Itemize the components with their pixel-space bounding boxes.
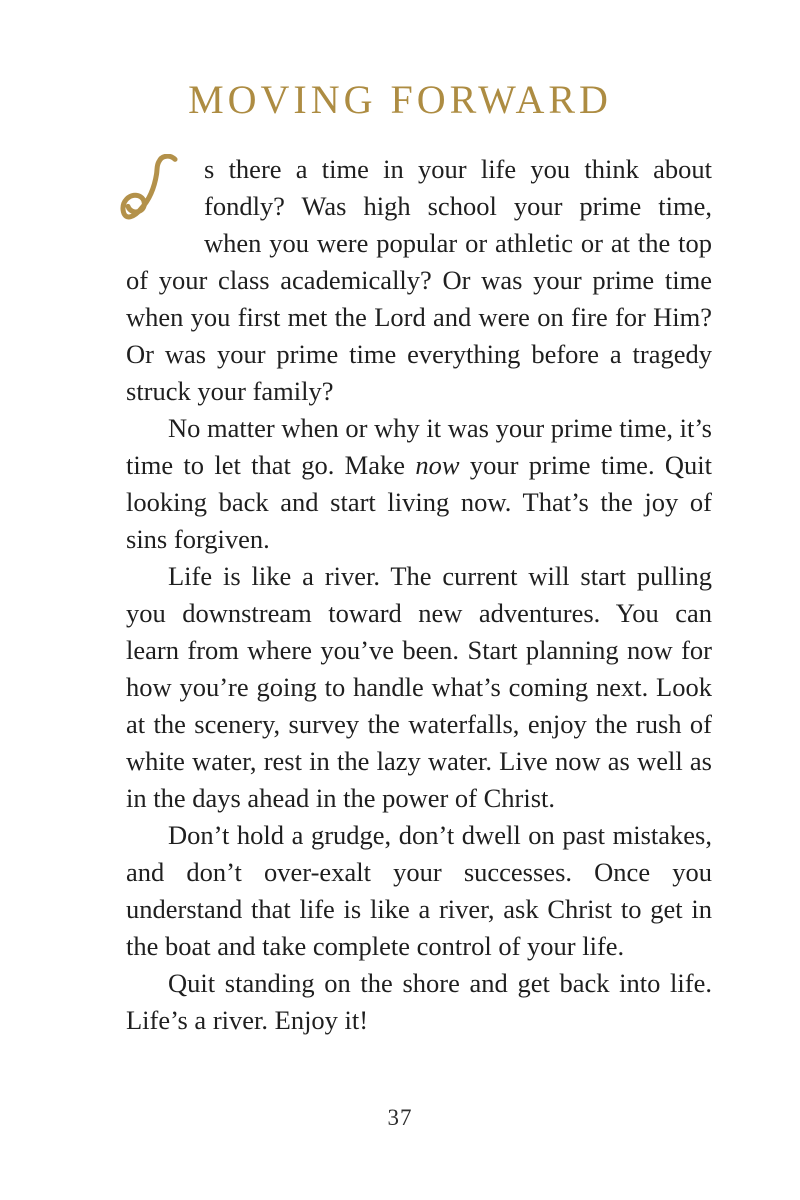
paragraph-2-text-end: your prime time. Quit looking back and start living now. That’s the joy of sins forgiven. [126,450,712,554]
drop-cap-script-i-icon [114,154,196,228]
page-number: 37 [387,1105,413,1130]
paragraph-2 [126,410,712,558]
drop-cap-character [114,228,115,229]
paragraph-1 [126,151,712,410]
drop-cap-letter-i [114,154,196,228]
chapter-title: MOVING FORWARD [188,77,612,122]
paragraph-1-text: s there a time in your life you think about fondly? Was high school your prime time, when you were popular or athletic or at the top of your class academically? Or was your prime time when you first met the Lord and were on fire for Him? Or was your prime time everything before a tragedy struck your family? [126,154,712,406]
body-text-column [126,151,712,1039]
emphasis-now: now [415,450,460,480]
paragraph-4: Don’t hold a grudge, don’t dwell on past mistakes, and don’t over-exalt your successes. Once you understand that life is like a river, ask Christ to get in the boat and take complete control of your life. [126,820,712,961]
paragraph-2-text-start: No matter when or why it was your prime time, it’s time to let that go. Make [126,413,712,480]
paragraph-5: Quit standing on the shore and get back into life. Life’s a river. Enjoy it! [126,968,712,1035]
paragraph-3: Life is like a river. The current will start pulling you downstream toward new adventures. You can learn from where you’ve been. Start planning now for how you’re going to handle what’s coming next. Look at the scenery, survey the waterfalls, enjoy the rush of white water, rest in the lazy water. Live now as well as in the days ahead in the power of Christ. [126,561,712,813]
